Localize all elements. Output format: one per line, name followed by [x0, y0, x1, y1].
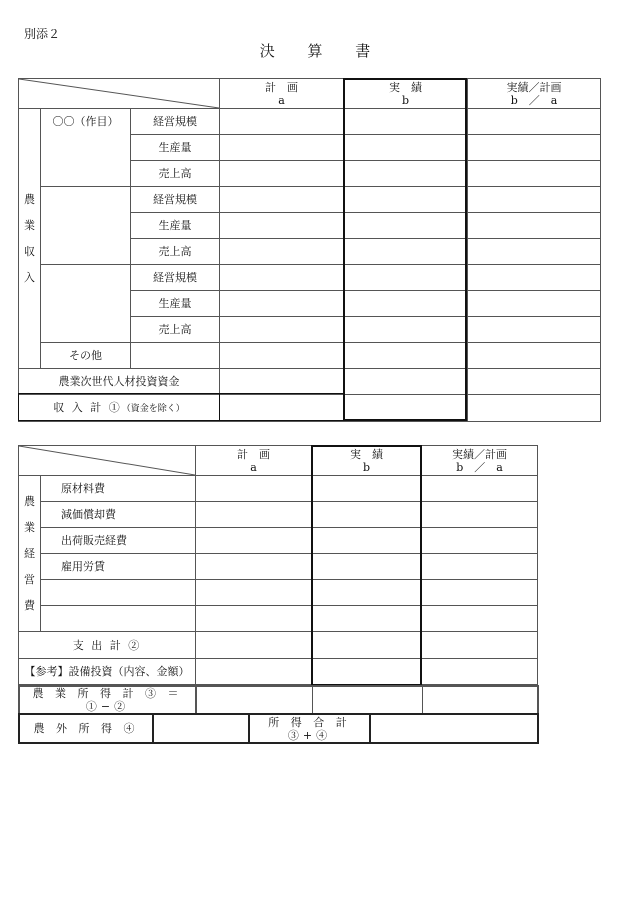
plan-cell[interactable] — [220, 395, 344, 422]
ratio-cell[interactable] — [468, 161, 601, 187]
ratio-cell[interactable] — [468, 239, 601, 265]
plan-cell[interactable] — [220, 317, 344, 343]
ratio-cell[interactable] — [422, 606, 538, 632]
grand-total-summary — [18, 713, 539, 744]
farm-income-summary — [18, 685, 539, 715]
ratio-cell[interactable] — [468, 395, 601, 422]
ratio-cell[interactable] — [468, 135, 601, 161]
farm-income-total-label: 農 業 所 得 計 ③ ＝ ①−② — [19, 686, 196, 714]
income-total-text: 収 入 計 ① — [53, 400, 122, 414]
actual-cell[interactable] — [312, 528, 422, 554]
actual-cell[interactable] — [344, 109, 468, 135]
expense-item-label: 原材料費 — [41, 476, 196, 502]
farm-income-group-label — [19, 109, 41, 369]
income-total-label — [19, 395, 220, 422]
metric-label-scale: 経営規模 — [131, 187, 220, 213]
plan-cell[interactable] — [220, 343, 344, 369]
ratio-cell[interactable] — [422, 502, 538, 528]
plan-cell[interactable] — [196, 528, 312, 554]
actual-cell[interactable] — [312, 580, 422, 606]
ratio-cell[interactable] — [468, 109, 601, 135]
expense-total-label: 支 出 計 ② — [19, 632, 196, 659]
income-total-note: （資金を除く） — [121, 403, 185, 414]
plan-cell[interactable] — [196, 554, 312, 580]
actual-cell[interactable] — [312, 502, 422, 528]
actual-cell[interactable] — [344, 317, 468, 343]
plan-cell[interactable] — [220, 187, 344, 213]
plan-cell[interactable] — [196, 502, 312, 528]
metric-label-sales: 売上高 — [131, 317, 220, 343]
plan-cell[interactable] — [220, 239, 344, 265]
group-char: 収 — [24, 244, 35, 258]
non-farm-income-value[interactable] — [153, 714, 249, 743]
group-char: 入 — [24, 270, 35, 284]
ratio-cell[interactable] — [468, 369, 601, 395]
ratio-cell[interactable] — [468, 213, 601, 239]
actual-cell[interactable] — [344, 265, 468, 291]
crop-name-cell[interactable] — [41, 265, 131, 343]
actual-header-sub: b — [401, 93, 410, 107]
actual-header-label: 実 績 — [389, 80, 423, 94]
ratio-cell[interactable] — [468, 343, 601, 369]
actual-cell[interactable] — [344, 187, 468, 213]
plan-cell[interactable] — [196, 606, 312, 632]
metric-label-sales: 売上高 — [131, 161, 220, 187]
header-diagonal-cell — [19, 79, 220, 109]
metric-label-scale: 経営規模 — [131, 109, 220, 135]
ratio-cell[interactable] — [422, 554, 538, 580]
group-char: 農 — [24, 494, 35, 508]
ratio-cell[interactable] — [468, 317, 601, 343]
actual-cell[interactable] — [344, 291, 468, 317]
actual-cell[interactable] — [312, 659, 422, 685]
expense-item-blank[interactable] — [41, 606, 196, 632]
ratio-header-label: 実績／計画 — [506, 80, 562, 94]
actual-cell[interactable] — [344, 135, 468, 161]
metric-label-production: 生産量 — [131, 291, 220, 317]
actual-column-header — [312, 446, 422, 476]
actual-cell[interactable] — [344, 369, 468, 395]
ratio-header-label: 実績／計画 — [452, 447, 507, 461]
plan-header-sub: a — [250, 460, 257, 474]
metric-label-production: 生産量 — [131, 135, 220, 161]
crop-name-cell[interactable] — [41, 187, 131, 265]
expense-item-label: 減価償却費 — [41, 502, 196, 528]
metric-label-scale: 経営規模 — [131, 265, 220, 291]
header-diagonal-cell — [19, 446, 196, 476]
grand-total-value[interactable] — [370, 714, 538, 743]
plan-column-header — [196, 446, 312, 476]
ratio-cell[interactable] — [422, 686, 538, 714]
ratio-cell[interactable] — [468, 187, 601, 213]
plan-cell[interactable] — [196, 686, 312, 714]
plan-header-label: 計 画 — [265, 80, 299, 94]
ratio-cell[interactable] — [468, 265, 601, 291]
plan-cell[interactable] — [220, 291, 344, 317]
ratio-column-header — [468, 79, 601, 109]
group-char: 費 — [24, 598, 35, 612]
metric-label-production: 生産量 — [131, 213, 220, 239]
plan-cell[interactable] — [196, 476, 312, 502]
farm-expense-group-label — [19, 476, 41, 632]
ratio-cell[interactable] — [422, 580, 538, 606]
plan-cell[interactable] — [220, 265, 344, 291]
plan-cell[interactable] — [196, 580, 312, 606]
non-farm-income-label: 農 外 所 得 ④ — [19, 714, 153, 743]
actual-cell[interactable] — [344, 161, 468, 187]
actual-cell[interactable] — [344, 343, 468, 369]
plan-cell[interactable] — [220, 213, 344, 239]
actual-cell[interactable] — [344, 213, 468, 239]
actual-column-header — [344, 79, 468, 109]
ratio-column-header — [422, 446, 538, 476]
other-detail-cell[interactable] — [131, 343, 220, 369]
page-title: 決 算 書 — [259, 42, 385, 60]
actual-header-sub: b — [362, 460, 371, 474]
ratio-cell[interactable] — [422, 659, 538, 685]
actual-cell[interactable] — [312, 632, 422, 659]
plan-cell[interactable] — [196, 659, 312, 685]
equipment-investment-label: 【参考】設備投資（内容、金額） — [19, 659, 196, 685]
plan-cell[interactable] — [220, 109, 344, 135]
expense-item-label: 雇用労賃 — [41, 554, 196, 580]
ratio-header-sub: b ／ a — [510, 93, 558, 107]
grand-total-label: 所 得 合 計 ③+④ — [249, 714, 370, 743]
actual-cell[interactable] — [344, 395, 468, 422]
ratio-header-sub: b ／ a — [456, 460, 503, 474]
group-char: 農 — [24, 192, 35, 206]
actual-cell[interactable] — [344, 239, 468, 265]
group-char: 業 — [24, 218, 35, 232]
plan-cell[interactable] — [220, 135, 344, 161]
subsidy-label: 農業次世代人材投資資金 — [19, 369, 220, 395]
expense-item-label: 出荷販売経費 — [41, 528, 196, 554]
income-table — [18, 78, 601, 422]
crop-name-cell[interactable] — [41, 109, 131, 187]
ratio-cell[interactable] — [422, 476, 538, 502]
group-char: 営 — [24, 572, 35, 586]
actual-cell[interactable] — [312, 476, 422, 502]
group-char: 経 — [24, 546, 35, 560]
plan-column-header — [220, 79, 344, 109]
expense-item-blank[interactable] — [41, 580, 196, 606]
plan-header-sub: a — [278, 93, 285, 107]
expense-table — [18, 445, 538, 685]
appendix-label: 別添２ — [24, 27, 61, 41]
actual-header-label: 実 績 — [350, 447, 383, 461]
actual-cell[interactable] — [312, 554, 422, 580]
plan-cell[interactable] — [220, 161, 344, 187]
plan-cell[interactable] — [196, 632, 312, 659]
group-char: 業 — [24, 520, 35, 534]
ratio-cell[interactable] — [468, 291, 601, 317]
plan-header-label: 計 画 — [237, 447, 270, 461]
ratio-cell[interactable] — [422, 632, 538, 659]
plan-cell[interactable] — [220, 369, 344, 395]
actual-cell[interactable] — [312, 606, 422, 632]
ratio-cell[interactable] — [422, 528, 538, 554]
other-income-label: その他 — [41, 343, 131, 369]
metric-label-sales: 売上高 — [131, 239, 220, 265]
crop-name-label: 〇〇（作目） — [52, 115, 119, 128]
actual-cell[interactable] — [312, 686, 422, 714]
